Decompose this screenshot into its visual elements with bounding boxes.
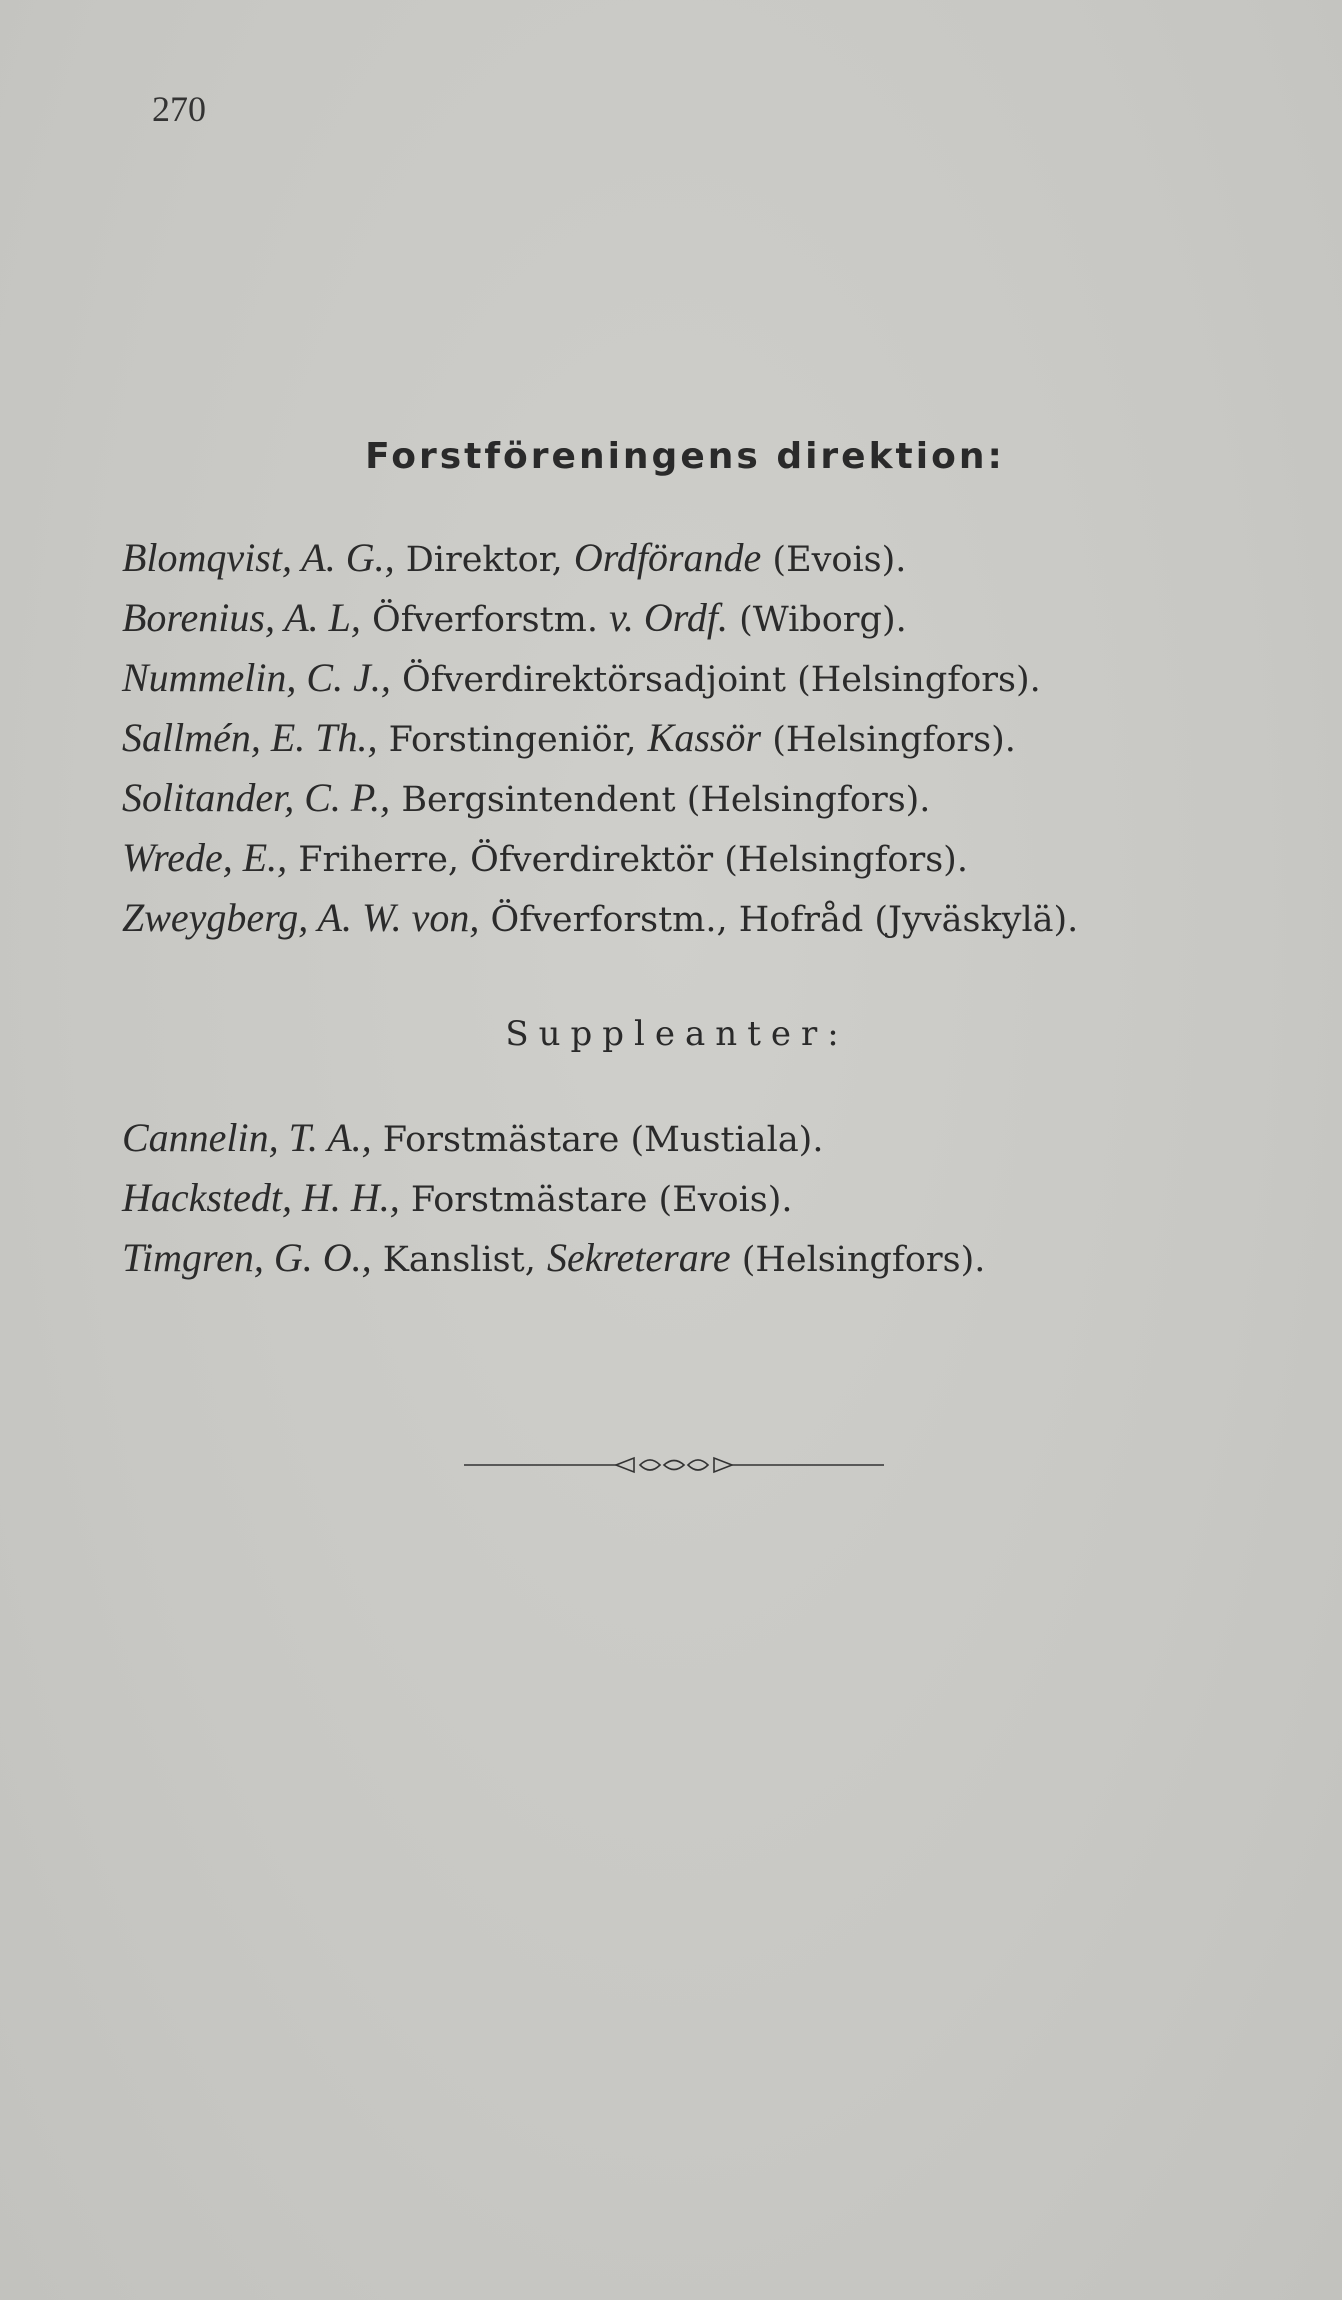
member-name: Sallmén, E. Th., (122, 715, 378, 760)
list-item: Cannelin, T. A., Forstmästare (Mustiala). (122, 1115, 824, 1160)
list-item: Hackstedt, H. H., Forstmästare (Evois). (122, 1175, 793, 1220)
member-name: Cannelin, T. A., (122, 1115, 372, 1160)
list-item: Zweygberg, A. W. von, Öfverforstm., Hofråd (Jyväskylä). (122, 895, 1079, 940)
ornamental-rule-icon (464, 1453, 884, 1477)
list-item: Blomqvist, A. G., Direktor, Ordförande (Evois). (122, 535, 907, 580)
list-item: Nummelin, C. J., Öfverdirektörsadjoint (Helsingfors). (122, 655, 1041, 700)
list-item: Borenius, A. L, Öfverforstm. v. Ordf. (Wiborg). (122, 595, 907, 640)
page-number: 270 (152, 89, 206, 129)
list-item: Wrede, E., Friherre, Öfverdirektör (Helsingfors). (122, 835, 968, 880)
section-heading-direction: Forstföreningens direktion: (365, 436, 1005, 477)
directors-list (122, 528, 1302, 948)
list-item: Sallmén, E. Th., Forstingeniör, Kassör (Helsingfors). (122, 715, 1016, 760)
member-name: Blomqvist, A. G., (122, 535, 395, 580)
member-name: Timgren, G. O., (122, 1235, 372, 1280)
member-name: Solitander, C. P., (122, 775, 391, 820)
member-name: Zweygberg, A. W. von, (122, 895, 480, 940)
member-name: Nummelin, C. J., (122, 655, 391, 700)
list-item: Solitander, C. P., Bergsintendent (Helsingfors). (122, 775, 931, 820)
list-item: Timgren, G. O., Kanslist, Sekreterare (Helsingfors). (122, 1235, 986, 1280)
member-name: Wrede, E., (122, 835, 288, 880)
substitutes-list (122, 1108, 1302, 1288)
member-name: Hackstedt, H. H., (122, 1175, 400, 1220)
member-name: Borenius, A. L, (122, 595, 361, 640)
section-heading-substitutes: Suppleanter: (505, 1014, 849, 1054)
